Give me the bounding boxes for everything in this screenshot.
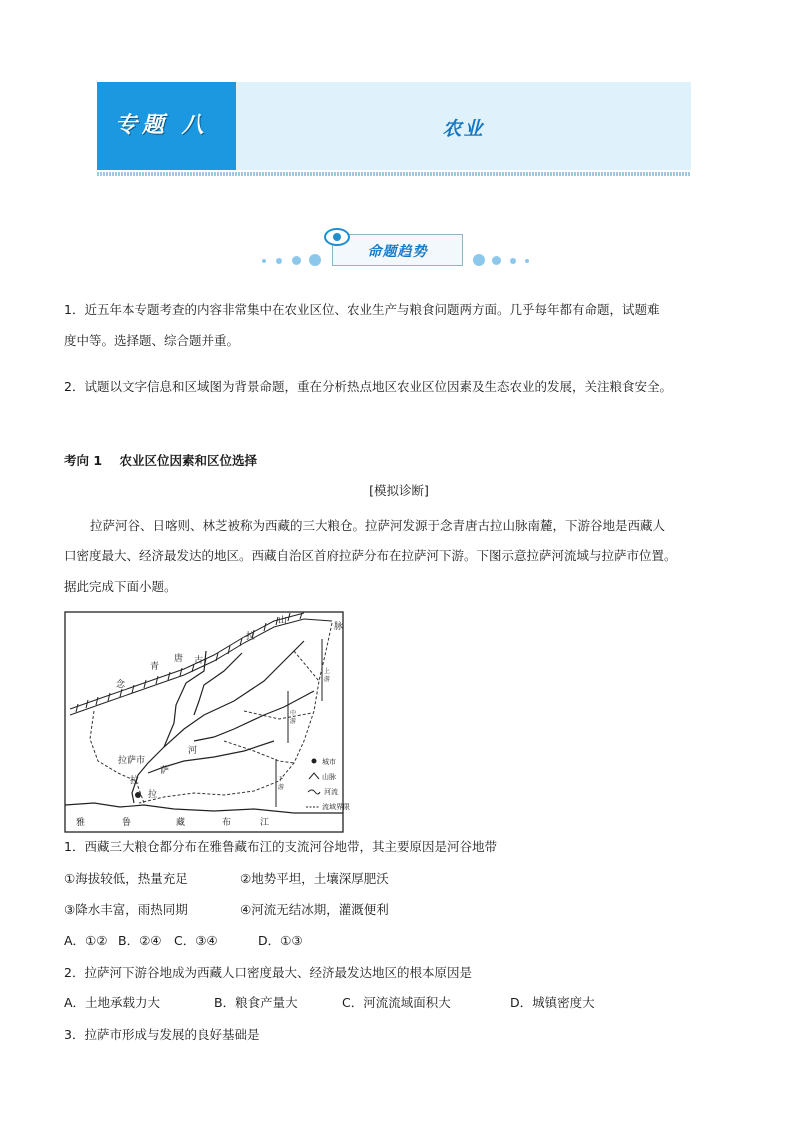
section-heading: 考向 1 农业区位因素和区位选择 — [64, 453, 257, 468]
legend-city-icon — [312, 759, 317, 764]
map-label-mai: 脉 — [334, 622, 344, 632]
question-3-stem: 3．拉萨市形成与发展的良好基础是 — [64, 1027, 260, 1042]
legend-city-label: 城市 — [322, 758, 336, 766]
question-2-options — [64, 988, 734, 1018]
map-label-sa-river: 萨 — [160, 766, 170, 776]
map-label-zhong: 中 — [290, 710, 297, 717]
section-subheading: [模拟诊断] — [369, 483, 429, 498]
map-label-bu: 布 — [222, 818, 232, 828]
eye-icon — [324, 228, 350, 246]
map-label-city: 拉萨市 — [118, 756, 146, 766]
map-label-ya: 雅 — [76, 818, 86, 828]
statement-3: ③降水丰富，雨热同期 — [64, 902, 188, 917]
trend-item-1-line-2: 度中等。选择题、综合题并重。 — [64, 333, 240, 348]
question-1-option-a: A．①② — [64, 933, 108, 948]
question-2-option-a: A．土地承载力大 — [64, 995, 161, 1010]
legend-mountain-label: 山脉 — [322, 773, 336, 781]
statement-2: ②地势平坦，土壤深厚肥沃 — [240, 871, 389, 886]
map-label-la-top: 拉 — [246, 632, 256, 642]
map-label-shan: 山 — [278, 616, 288, 626]
map-label-nian: 念 — [116, 680, 126, 690]
trend-badge-label: 命题趋势 — [367, 244, 428, 260]
map-label-xia: 下 — [278, 776, 285, 783]
map-label-jiang: 江 — [260, 818, 270, 828]
map-label-qing: 青 — [150, 662, 160, 672]
question-1-stem: 1．西藏三大粮仓都分布在雅鲁藏布江的支流河谷地带，其主要原因是河谷地带 — [64, 839, 497, 854]
lhasa-river-map — [64, 611, 350, 833]
map-frame — [65, 612, 343, 832]
map-label-gu: 古 — [194, 656, 204, 666]
trend-badge-row — [0, 228, 794, 268]
decor-dot — [276, 258, 282, 264]
decor-dot — [292, 256, 301, 265]
legend-boundary-label: 流域界限 — [322, 803, 350, 811]
passage-line-2: 口密度最大、经济最发达的地区。西藏自治区首府拉萨分布在拉萨河下游。下图示意拉萨河流域与拉萨市位置。 — [64, 548, 677, 563]
decor-dot — [262, 259, 266, 263]
trend-badge — [332, 234, 463, 266]
question-2-option-b: B．粮食产量大 — [214, 995, 298, 1010]
question-1-option-c: C．③④ — [174, 933, 218, 948]
chapter-title: 农业 — [442, 118, 485, 140]
question-2-option-d: D．城镇密度大 — [510, 995, 595, 1010]
question-1-option-d: D．①③ — [258, 933, 303, 948]
map-label-you2: 游 — [290, 718, 297, 725]
decor-dot — [492, 256, 501, 265]
passage-line-3: 据此完成下面小题。 — [64, 579, 177, 594]
map-label-tang: 唐 — [174, 654, 184, 664]
trend-item-2: 2．试题以文字信息和区域图为背景命题，重在分析热点地区农业区位因素及生态农业的发展，关注粮食安全。 — [64, 379, 672, 394]
map-label-shang: 上 — [324, 668, 331, 675]
question-1-option-b: B．②④ — [118, 933, 162, 948]
passage-line-1: 拉萨河谷、日喀则、林芝被称为西藏的三大粮仓。拉萨河发源于念青唐古拉山脉南麓，下游谷地是西藏人 — [90, 518, 666, 533]
map-label-you3: 游 — [278, 784, 285, 791]
decor-dot — [510, 258, 516, 264]
map-label-you: 游 — [324, 676, 331, 683]
map-label-la-river: 拉 — [130, 776, 140, 786]
question-1-statements-row-2 — [64, 895, 734, 925]
map-label-la-bottom: 拉 — [148, 790, 158, 800]
lhasa-city-dot — [135, 792, 141, 798]
statement-1: ①海拔较低，热量充足 — [64, 871, 188, 886]
statement-4: ④河流无结冰期，灌溉便利 — [240, 902, 389, 917]
chapter-tag — [97, 82, 236, 170]
question-1-options — [64, 926, 734, 956]
chapter-banner — [97, 82, 691, 170]
map-label-he: 河 — [188, 746, 198, 756]
map-label-lu: 鲁 — [122, 818, 132, 828]
chapter-tag-label: 专题 八 — [115, 112, 209, 138]
question-2-option-c: C．河流流域面积大 — [342, 995, 451, 1010]
banner-divider — [97, 172, 691, 176]
decor-dot — [525, 259, 529, 263]
map-label-cang: 藏 — [176, 818, 186, 828]
eye-pupil — [333, 233, 341, 241]
legend-river-label: 河流 — [324, 788, 338, 796]
decor-dot — [309, 254, 321, 266]
trend-item-1-line-1: 1．近五年本专题考查的内容非常集中在农业区位、农业生产与粮食问题两方面。几乎每年都有命题，试题难 — [64, 302, 660, 317]
question-1-statements-row-1 — [64, 864, 734, 894]
decor-dot — [473, 254, 485, 266]
question-2-stem: 2．拉萨河下游谷地成为西藏人口密度最大、经济最发达地区的根本原因是 — [64, 965, 472, 980]
